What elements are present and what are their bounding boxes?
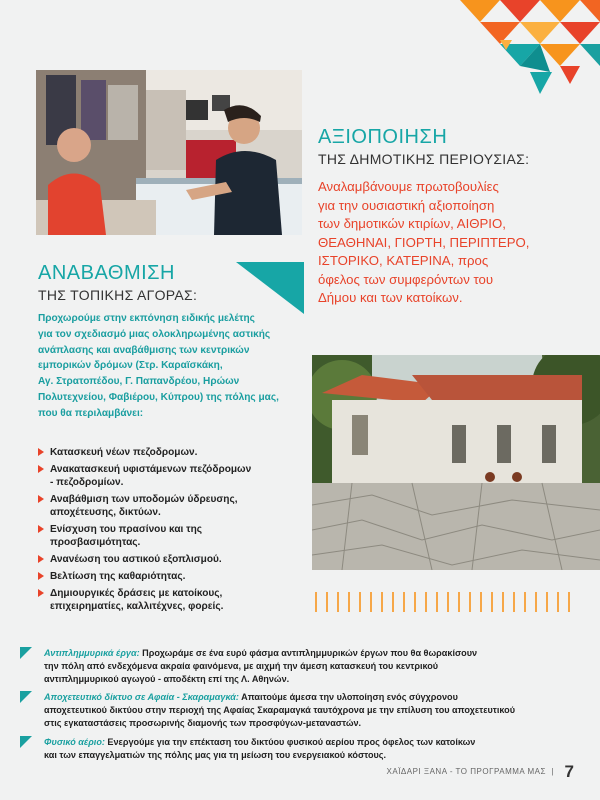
item-text: και των επαγγελματιών της πόλης μας για τη μείωση του ενεργειακού κόστους. (44, 749, 387, 760)
text-line: για την ουσιαστική αξιοποίηση (318, 197, 495, 213)
right-section-subtitle: ΤΗΣ ΔΗΜΟΤΙΚΗΣ ΠΕΡΙΟΥΣΙΑΣ: (318, 151, 530, 167)
list-item: Βελτίωση της καθαριότητας. (38, 570, 251, 583)
item-label: Αντιπλημμυρικά έργα: (44, 648, 140, 658)
item-text: αντιπλημμυρικού αγωγού - αποδέκτη επί της Λ. Αθηνών. (44, 673, 290, 684)
text-line: ΘΕΑΘΗΝΑΙ, ΓΙΟΡΤΗ, ΠΕΡΙΠΤΕΡΟ, (318, 234, 530, 250)
list-item: Ανακατασκευή υφιστάμενων πεζόδρομων - πεζοδρομίων. (38, 463, 251, 489)
bullet-arrow-icon (38, 465, 44, 473)
item-text: Προχωράμε σε ένα ευρύ φάσμα αντιπλημμυρικών έργων που θα θωρακίσουν (139, 648, 478, 658)
teal-triangle-icon (20, 647, 32, 659)
list-item: Κατασκευή νέων πεζοδρομων. (38, 446, 251, 459)
bullet-arrow-icon (38, 495, 44, 503)
text-line: Αγ. Στρατοπέδου, Γ. Παπανδρέου, Ηρώων (38, 376, 240, 388)
text-line: Προχωρούμε στην εκπόνηση ειδικής μελέτης (38, 313, 255, 324)
text-line: των δημοτικών κτιρίων, ΑΙΘΡΙΟ, (318, 216, 506, 231)
text-line: Δήμου και των κατοίκων. (318, 290, 463, 305)
shop-photo (36, 70, 302, 235)
page-number: 7 (564, 762, 574, 781)
list-item: Δημιουργικές δράσεις με κατοίκους, επιχειρηματίες, καλλιτέχνες, φορείς. (38, 587, 251, 613)
text-line: Αναλαμβάνουμε πρωτοβουλίες (318, 179, 499, 194)
bottom-item-natural-gas (20, 736, 568, 762)
text-line: Πολυτεχνείου, Φαβιέρου, Κύπρου) της πόλης μας, (38, 391, 279, 403)
measures-list (38, 446, 251, 617)
bullet-arrow-icon (38, 572, 44, 580)
building-photo (312, 355, 600, 570)
bottom-item-sewage-network (20, 691, 568, 729)
item-text: Απαιτούμε άμεσα την υλοποίηση ενός σύγχρονου (238, 692, 458, 702)
item-text: στις εγκαταστάσεις προσωρινής διαμονής των προσφύγων-μεταναστών. (44, 717, 362, 728)
list-item: Ενίσχυση του πρασίνου και της προσβασιμότητας. (38, 523, 251, 549)
text-line: ανάπλασης και αναβάθμισης των κεντρικών (38, 344, 250, 356)
teal-triangle-icon (20, 736, 32, 748)
left-section-subtitle: ΤΗΣ ΤΟΠΙΚΗΣ ΑΓΟΡΑΣ: (38, 287, 198, 303)
teal-triangle-accent (236, 262, 304, 314)
text-line: εμπορικών δρόμων (Στρ. Καραϊσκάκη, (38, 360, 223, 372)
footer-text: ΧΑΪΔΑΡΙ ΞΑΝΑ - ΤΟ ΠΡΟΓΡΑΜΜΑ ΜΑΣ | (386, 767, 554, 776)
geometric-decoration (440, 0, 600, 100)
teal-triangle-icon (20, 691, 32, 703)
item-label: Αποχετευτικό δίκτυο σε Αφαία - Σκαραμαγκά: (44, 692, 239, 702)
text-line: όφελος των συμφερόντων του (318, 271, 494, 287)
text-line: για τον σχεδιασμό μιας ολοκληρωμένης αστικής (38, 328, 271, 340)
text-line: που θα περιλαμβάνει: (38, 407, 144, 419)
text-line: ΙΣΤΟΡΙΚΟ, ΚΑΤΕΡΙΝΑ, προς (318, 253, 489, 268)
bullet-arrow-icon (38, 555, 44, 563)
item-text: αποχετευτικού δικτύου στην περιοχή της Αφαίας Σκαραμαγκά ταυτόχρονα με την επίλυση του αποχετευτικού (44, 704, 516, 715)
item-text: την πόλη από ενδεχόμενα ακραία φαινόμενα, με αιχμή την άμεση κατασκευή του κεντρικού (44, 660, 439, 671)
bottom-item-flood-works (20, 647, 568, 685)
item-text: Ενεργούμε για την επέκταση του δικτύου φυσικού αερίου προς όφελος των κατοίκων (104, 737, 476, 747)
bullet-arrow-icon (38, 448, 44, 456)
bullet-arrow-icon (38, 589, 44, 597)
item-label: Φυσικό αέριο: (44, 737, 105, 747)
decorative-dash-strip (314, 592, 578, 612)
list-item: Ανανέωση του αστικού εξοπλισμού. (38, 553, 251, 566)
right-section-title: ΑΞΙΟΠΟΙΗΣΗ (318, 126, 448, 148)
bullet-arrow-icon (38, 525, 44, 533)
right-section-text (318, 178, 529, 308)
left-section-text (38, 311, 279, 422)
left-section-title: ΑΝΑΒΑΘΜΙΣΗ (38, 262, 175, 284)
list-item: Αναβάθμιση των υποδομών ύδρευσης, αποχέτευσης, δικτύων. (38, 493, 251, 519)
